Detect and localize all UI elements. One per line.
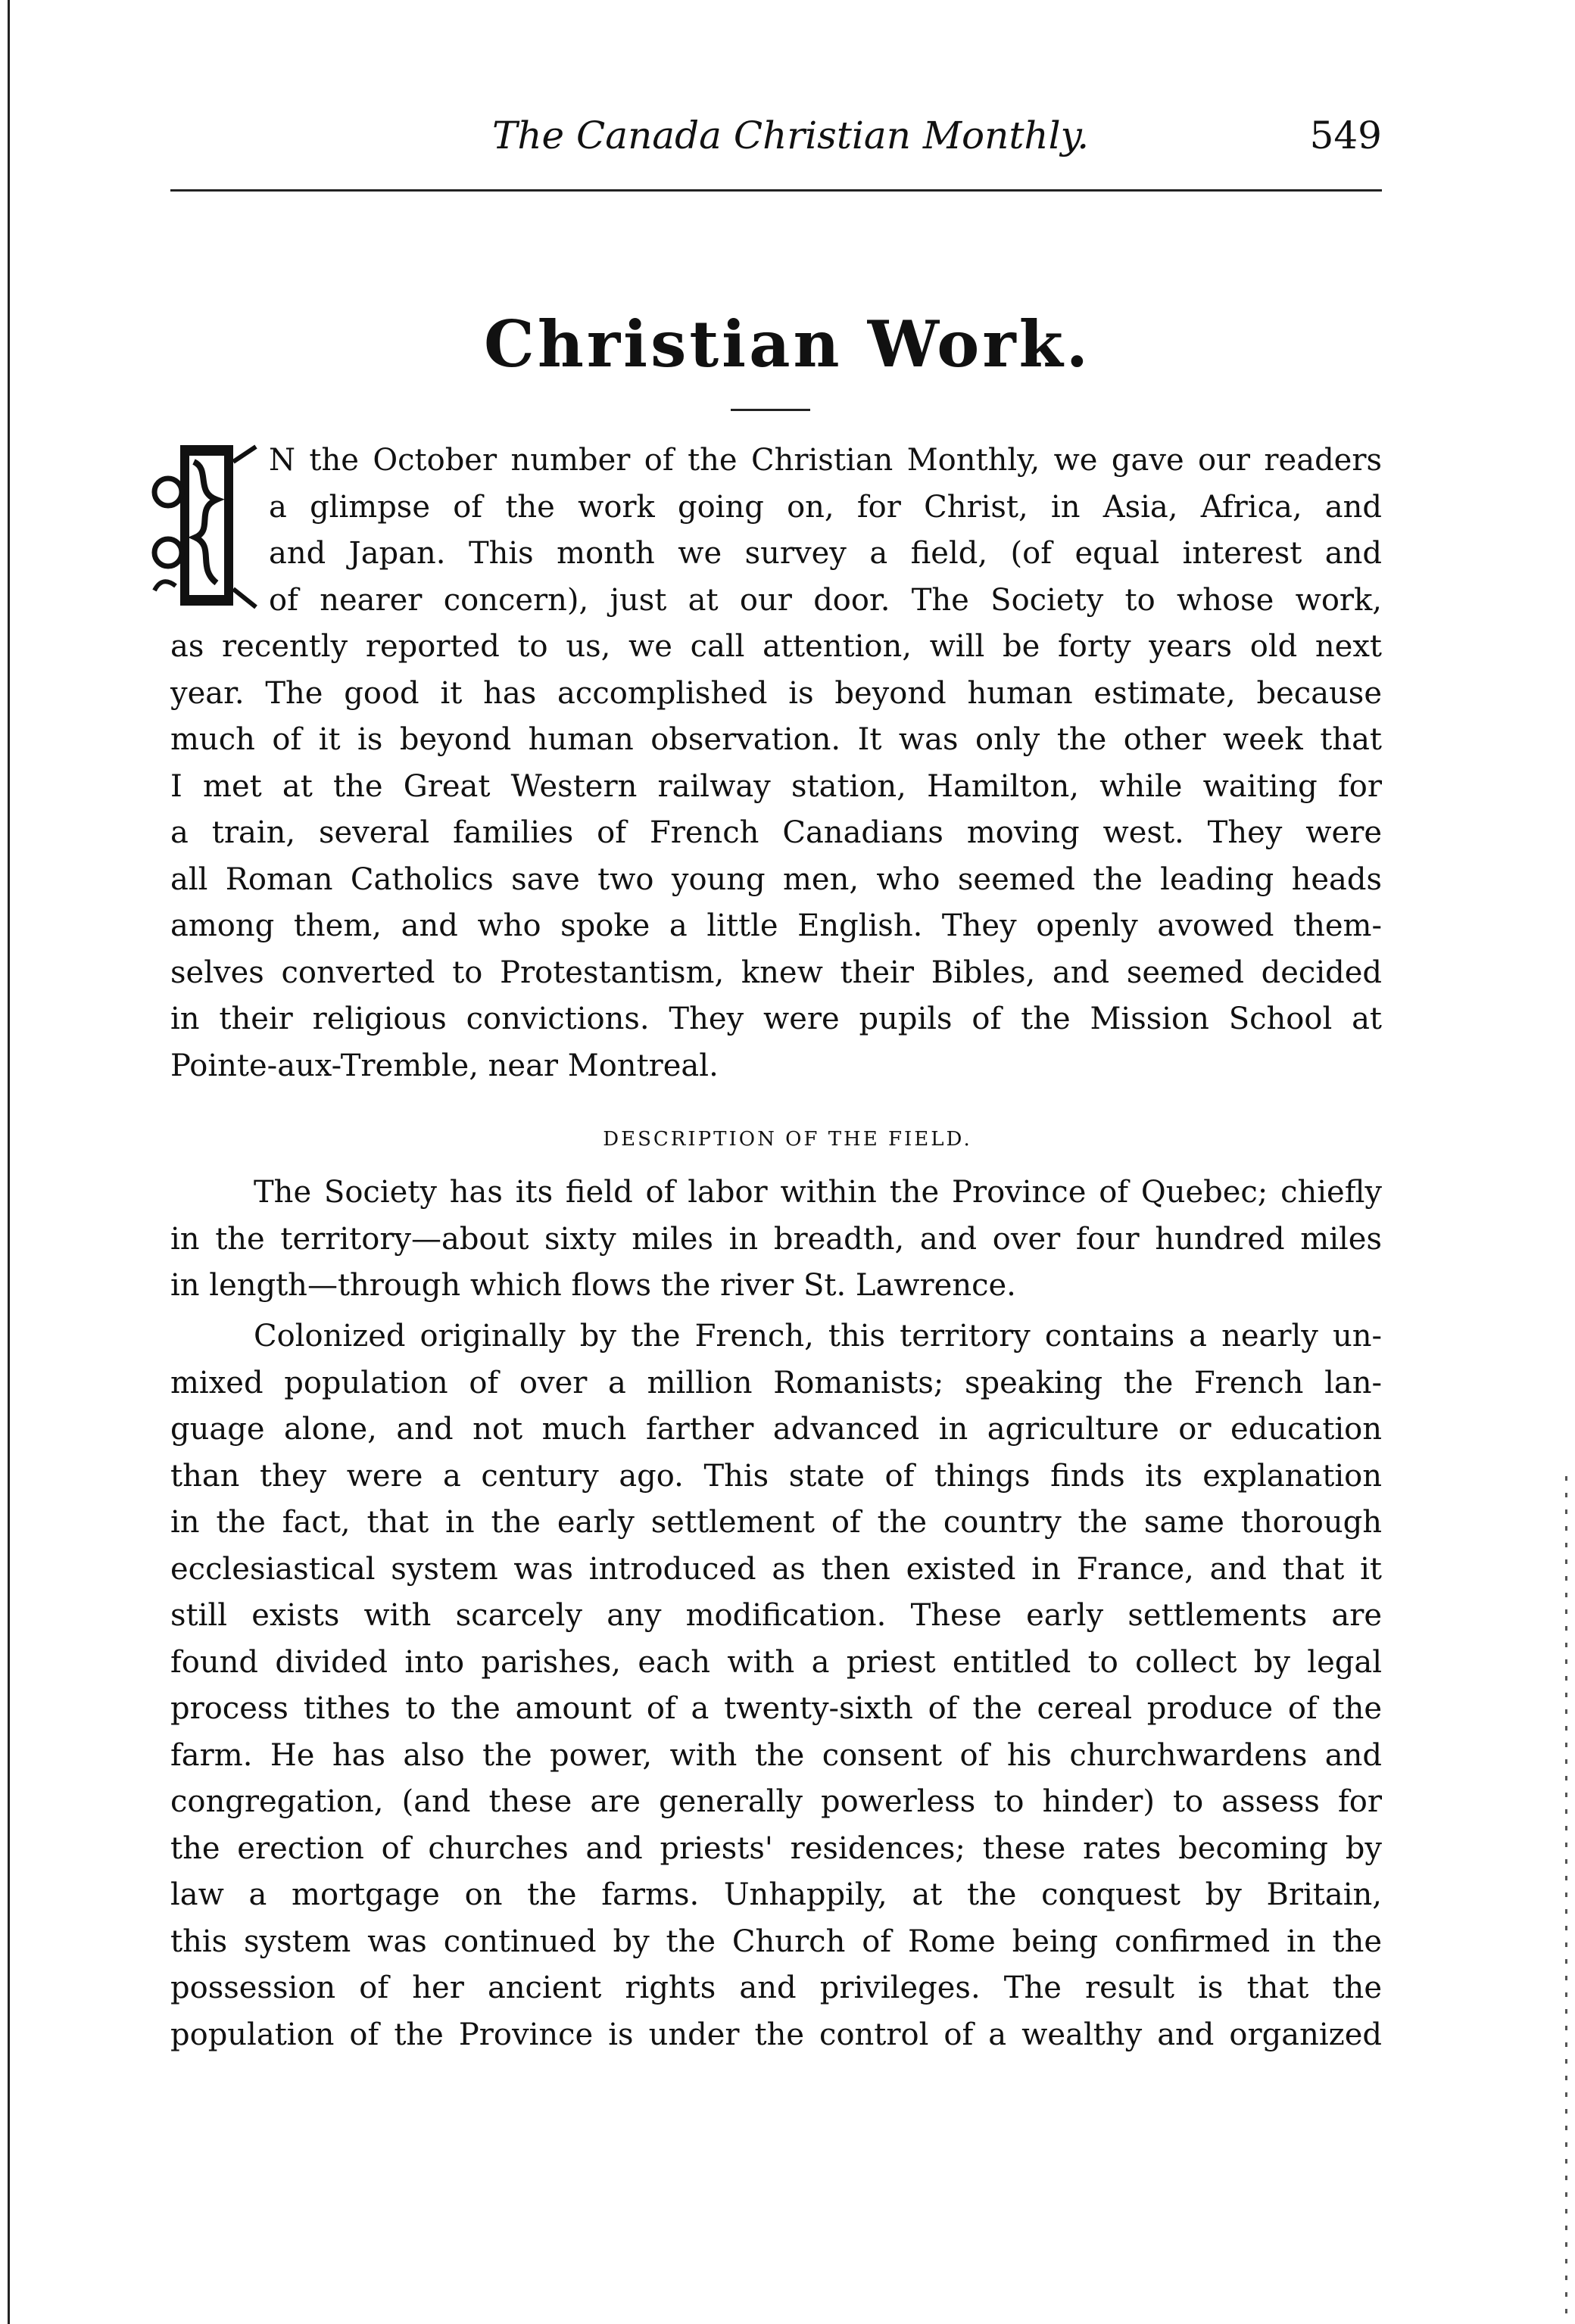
text-line: congregation, (and these are generally powerless to hinder) to assess for: [170, 1784, 1382, 1819]
page-edge-marks: [1565, 1476, 1567, 2324]
text-line: process tithes to the amount of a twenty-sixth of the cereal produce of the: [170, 1691, 1382, 1726]
text-line: of nearer concern), just at our door. The Society to whose work,: [269, 582, 1382, 618]
text-line: guage alone, and not much farther advanced in agriculture or education: [170, 1412, 1382, 1447]
paragraph-field: [170, 1170, 1382, 1310]
subheading: DESCRIPTION OF THE FIELD.: [603, 1128, 972, 1151]
text-line: possession of her ancient rights and privileges. The result is that the: [170, 1970, 1382, 2005]
text-line: a glimpse of the work going on, for Christ, in Asia, Africa, and: [269, 489, 1382, 525]
text-line: I met at the Great Western railway station, Hamilton, while waiting for: [170, 768, 1382, 804]
text-line: farm. He has also the power, with the consent of his churchwardens and: [170, 1737, 1382, 1773]
text-line: in the fact, that in the early settlement of the country the same thorough: [170, 1505, 1382, 1540]
text-line: still exists with scarcely any modification. These early settlements are: [170, 1598, 1382, 1633]
text-line: selves converted to Protestantism, knew their Bibles, and seemed decided: [170, 955, 1382, 990]
intro-paragraph: [170, 624, 1382, 1089]
text-line: in their religious convictions. They were pupils of the Mission School at: [170, 1002, 1382, 1036]
page-header: [170, 114, 1382, 167]
text-line: year. The good it has accomplished is beyond human estimate, because: [170, 675, 1382, 711]
text-line: than they were a century ago. This state of things finds its explanation: [170, 1458, 1382, 1494]
text-line: all Roman Catholics save two young men, who seemed the leading heads: [170, 861, 1382, 897]
ornamental-initial-i-icon: [150, 439, 262, 612]
running-title: The Canada Christian Monthly.: [492, 114, 1090, 157]
text-line: and Japan. This month we survey a field, (of equal interest and: [269, 536, 1382, 571]
text-line: N the October number of the Christian Monthly, we gave our readers: [269, 443, 1382, 478]
text-line: Pointe-aux-Tremble, near Montreal.: [170, 1048, 719, 1083]
text-line: as recently reported to us, we call attention, will be forty years old next: [170, 629, 1382, 664]
text-line: found divided into parishes, each with a priest entitled to collect by legal: [170, 1644, 1382, 1680]
text-line: mixed population of over a million Romanists; speaking the French lan-: [170, 1365, 1382, 1400]
text-line: this system was continued by the Church of Rome being confirmed in the: [170, 1924, 1382, 1959]
text-line: in length—through which flows the river St. Lawrence.: [170, 1268, 1016, 1303]
header-rule: [170, 189, 1382, 192]
text-line: in the territory—about sixty miles in breadth, and over four hundred miles: [170, 1221, 1382, 1257]
text-line: ecclesiastical system was introduced as then existed in France, and that it: [170, 1551, 1382, 1587]
text-line: Colonized originally by the French, this territory contains a nearly un-: [254, 1319, 1382, 1354]
text-line: law a mortgage on the farms. Unhappily, at the conquest by Britain,: [170, 1877, 1382, 1912]
intro-lead-lines: [269, 438, 1382, 624]
title-dash: [731, 409, 810, 411]
text-line: the erection of churches and priests' residences; these rates becoming by: [170, 1830, 1382, 1866]
page-number: 549: [1309, 114, 1382, 157]
text-line: much of it is beyond human observation. It was only the other week that: [170, 722, 1382, 757]
paragraph-colonized: [170, 1313, 1382, 2058]
text-line: a train, several families of French Canadians moving west. They were: [170, 815, 1382, 850]
text-line: population of the Province is under the control of a wealthy and organized: [170, 2017, 1382, 2052]
section-title: Christian Work.: [483, 307, 1092, 382]
text-line: among them, and who spoke a little English. They openly avowed them-: [170, 908, 1382, 943]
text-line: The Society has its field of labor within the Province of Quebec; chiefly: [254, 1175, 1382, 1210]
